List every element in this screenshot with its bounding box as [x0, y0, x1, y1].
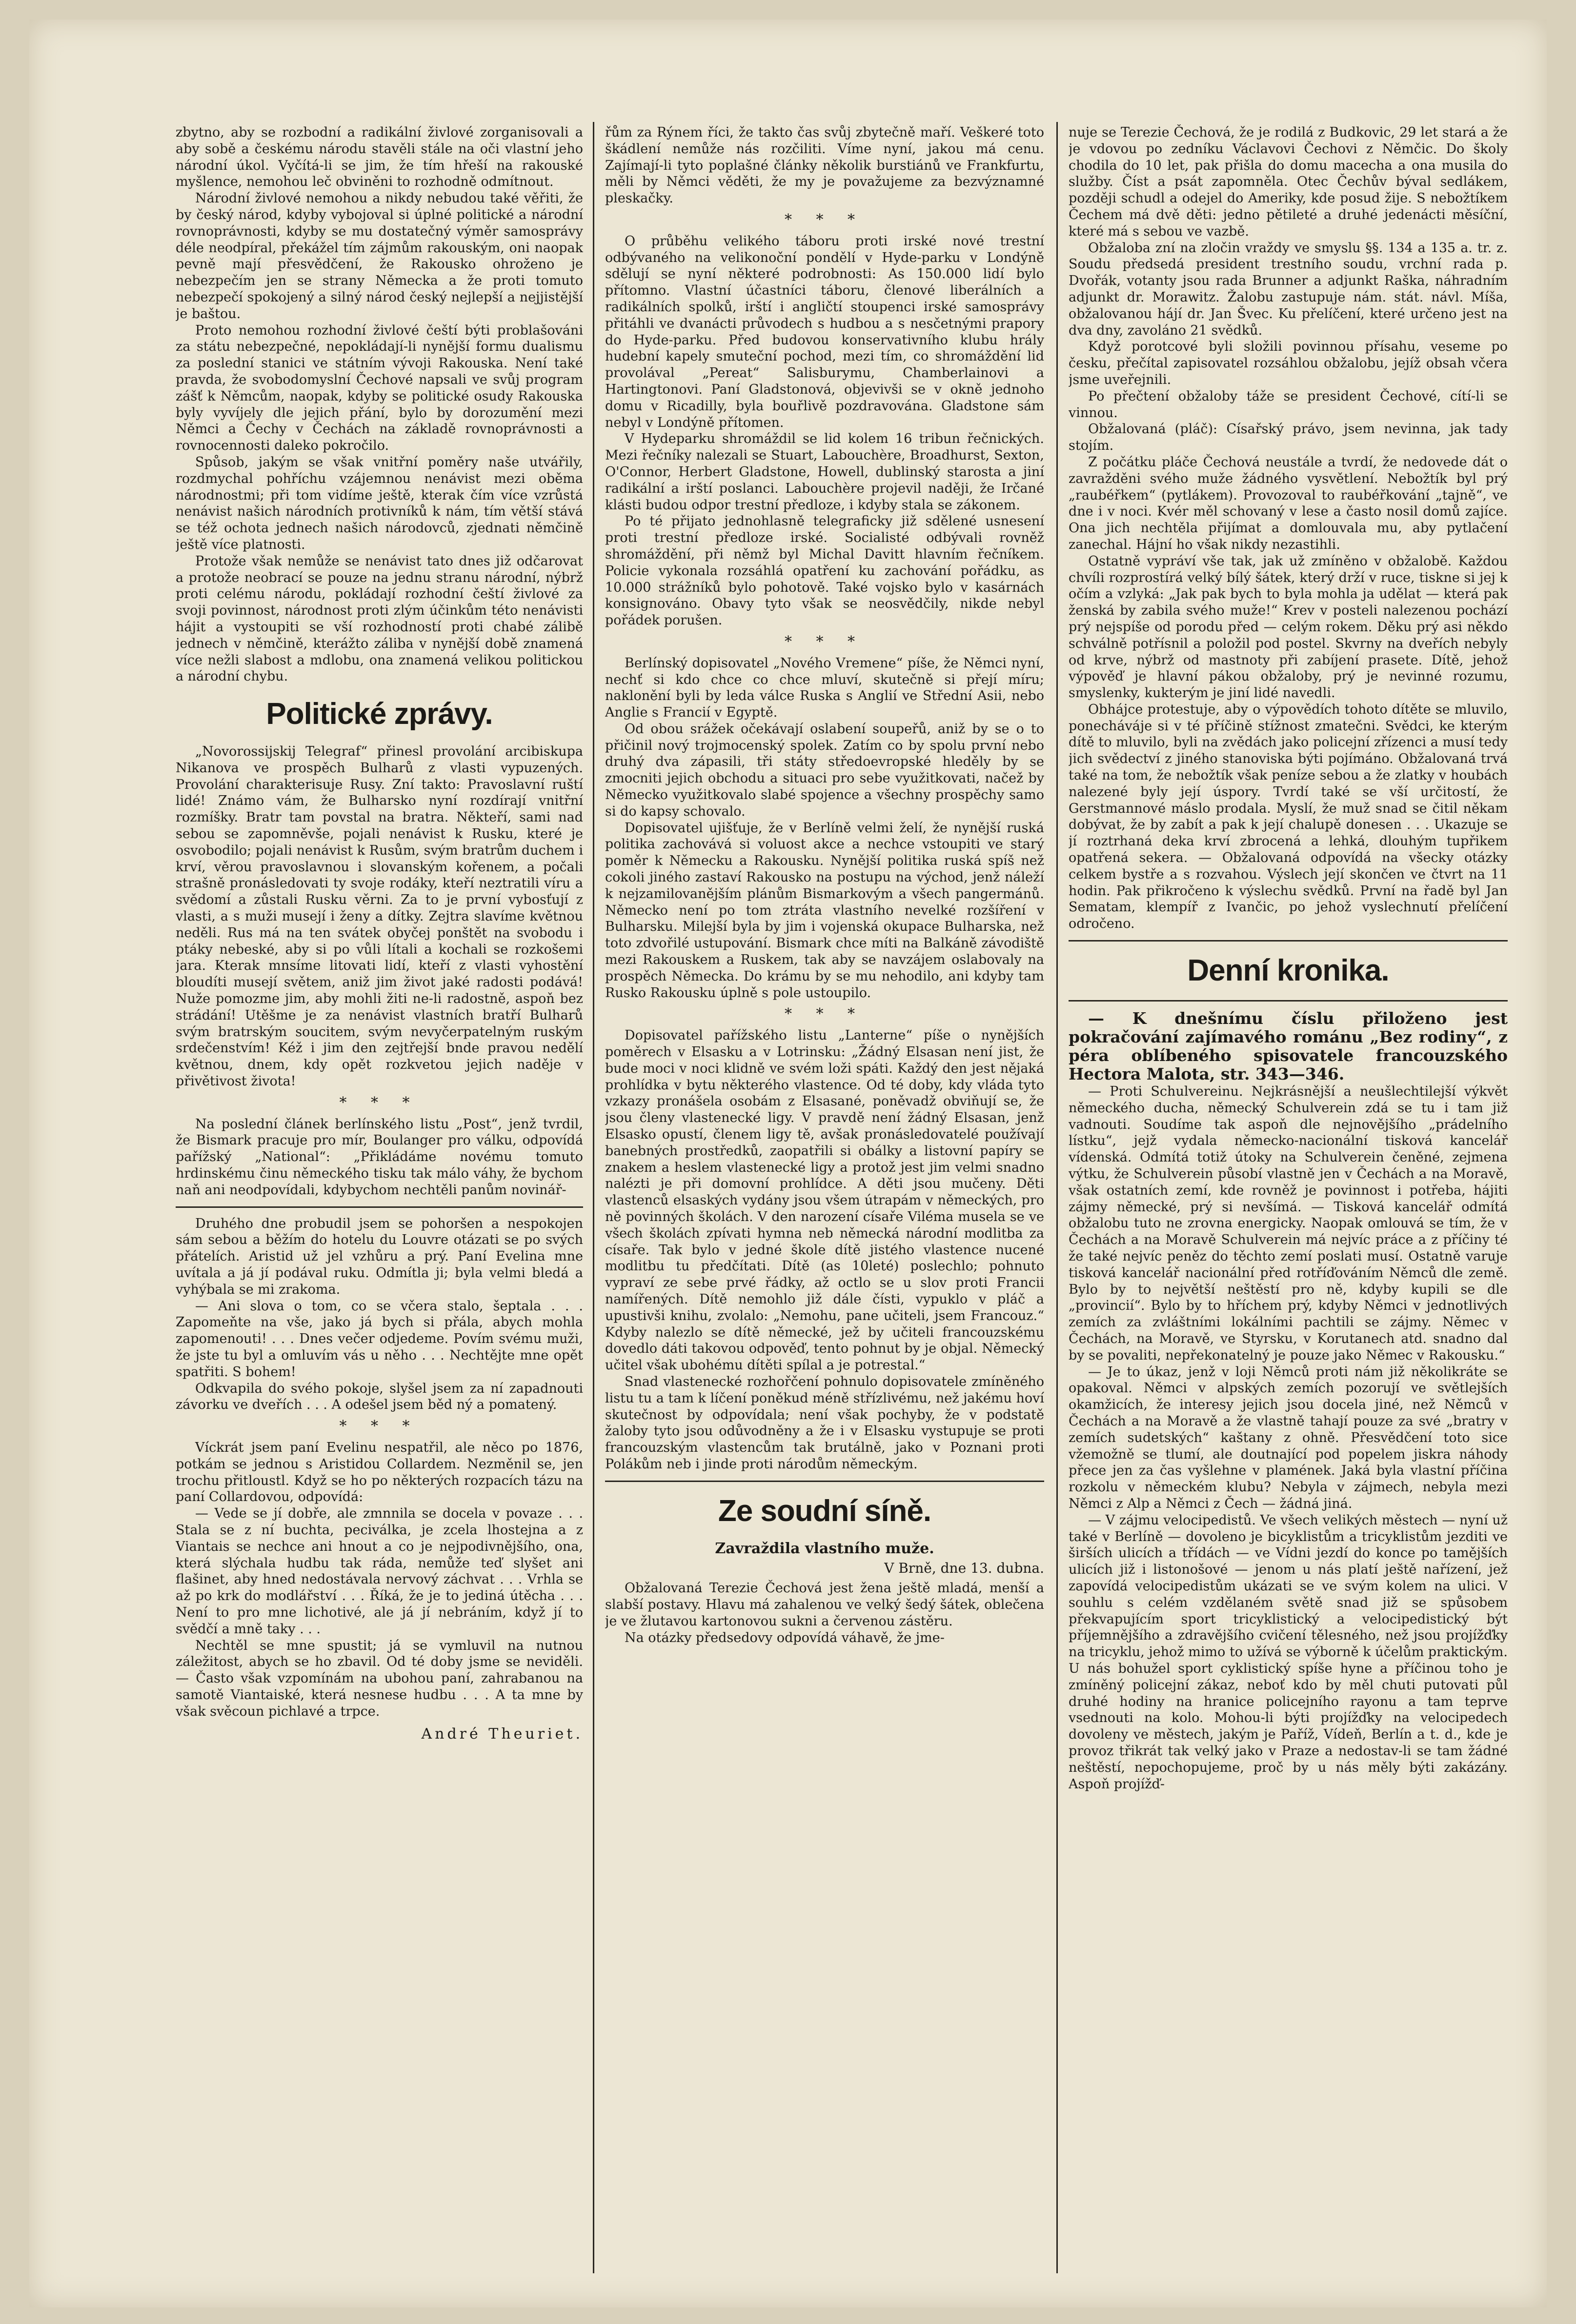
- court-paragraph: Na otázky předsedovy odpovídá váhavě, že jme-: [625, 1630, 945, 1645]
- separator-stars: * * *: [784, 1005, 865, 1023]
- feuilleton-paragraph: — Vede se jí dobře, ale zmnnila se docela v povaze . . . Stala se z ní buchta, peciválka, je zcela lhostejna a z Viantais se nechce ani hnout a co je nejpodivnějšího, ona, která slýchala hudbu tak ráda, nemůže teď slyšet ani flašinet, aby hned nedostávala nervový záchvat . . . Vrhla se až po krk do modlářství . . . Říká, že je to jediná útěcha . . . Není to pro mne lichotivé, ale já jí nebráním, když jí to svědčí a mně taky . . .: [176, 1506, 583, 1637]
- court-paragraph: Obžalovaná (pláč): Císařský právo, jsem nevinna, jak tady stojím.: [1069, 421, 1508, 454]
- chronicle-lead: — K dnešnímu číslu přiloženo jest pokračování zajímavého románu „Bez rodiny“, z péra oblíbeného spisovatele francouzského Hectora Malota, str. 343—346.: [1069, 1009, 1508, 1084]
- separator-stars: * * *: [339, 1094, 420, 1111]
- column-3: [1069, 124, 1508, 2271]
- dateline: V Brně, dne 13. dubna.: [884, 1560, 1044, 1576]
- news-paragraph: Berlínský dopisovatel „Nového Vremene“ píše, že Němci nyní, nechť si kdo chce co chce mluví, skutečně si přejí míru; naklonění byli by leda válce Ruska s Anglií ve Střední Asii, nebo Anglie s Francií v Egyptě.: [605, 655, 1044, 721]
- news-paragraph: Dopisovatel ujišťuje, že v Berlíně velmi želí, že nynější ruská politika zachovává si voluost akce a nechce vstoupiti ve starý poměr k Německu a Rakousku. Nynější politika ruská spíš než cokoli jiného zastaví Rakousko na postupu na východ, jenž náleží k nejzamilovanějším plánům Bismarkovým a všech pangermánů. Německo není po tom ztráta vlastního nevelké rozšíření v Bulharsku. Milejší byla by jim i vojenská okupace Bulharska, než toto zdvořilé ustupování. Bismark chce míti na Balkáně závodiště mezi Rakouskem a Ruskem, tak aby se navzájem oslabovaly na prospěch Německa. Do krámu by se mu nehodilo, ani kdyby tam Rusko Rakousku úplně s pole ustoupilo.: [605, 820, 1044, 1001]
- court-paragraph: Ostatně vypráví vše tak, jak už zmíněno v obžalobě. Každou chvíli rozprostírá velký bílý šátek, který drží v ruce, tiskne si jej k očím a vzlyká: „Jak pak bych to byla mohla ja udělat — která pak ženská by zabila svého muže!“ Krev v posteli nalezenou pochází prý nejspíše od porodu před — celým rokem. Děku prý asi někdo schválně potřísnil a položil pod postel. Skvrny na dveřích nebyly od krve, nýbrž od mastnoty při zabíjení prasete. Dítě, jehož výpověď je hlavní pákou obžaloby, prý je nevinné rozumu, smyslenky, kukterým je jiní lidé navedli.: [1069, 553, 1508, 701]
- news-paragraph: Po té přijato jednohlasně telegraficky již sdělené usnesení proti trestní předloze irské. Socialisté odbývali rovněž shromáždění, při němž byl Michal Davitt hlavním řečníkem. Policie vykonala rozsáhlá opatření ku zachování pořádku, as 10.000 strážníků bylo pohotově. Také vojsko bylo v kasárnách konsignováno. Obavy tyto však se neosvědčily, nikde nebyl pořádek porušen.: [605, 514, 1044, 628]
- column-1: [176, 124, 583, 2271]
- section-divider: [1069, 940, 1508, 942]
- separator-stars: * * *: [784, 211, 865, 228]
- article-paragraph: zbytno, aby se rozbodní a radikální živlové zorganisovali a aby sobě a českému národu stavěli stále na oči vlastní jeho národní úkol. Vyčítá-li se jim, že tím hřeší na rakouské myšlence, nemohou leč obviněni to rozhodně odmítnout.: [176, 125, 583, 190]
- court-paragraph: Z počátku pláče Čechová neustále a tvrdí, že nedovede dát o zavražděni svého muže žádného vysvětlení. Nebožtík byl prý „raubéřkem“ (pytlákem). Provozoval to raubéřkování „tajně“, ve dne i v noci. Kvér měl schovaný v lese a často nosil domů zajíce. Ona jich nechtěla přijímat a domlouvala mu, aby pytlačení zanechal. Hájní ho však nikdy nezastihli.: [1069, 454, 1508, 552]
- chronicle-paragraph: — Je to úkaz, jenž v loji Němců proti nám již několikráte se opakoval. Němci v alpských zemích pozorují ve světlejších okamžicích, že interesy jejich jsou docela jiné, než Němců v Čechách a na Moravě a že vlastně tahají pouze za své „bratry v zemích sudetských“ kaštany z ohně. Přesvědčení toto sice vžemožně se tlumí, ale doutnající pod popelem jiskra náhody přece jen za čas vyšlehne v plamének. Jaká byla vlastní příčina rozkolu v německém klubu? Nebyla v zájmech, nebyla mezi Němci z Alp a Němci z Čech — žádná jiná.: [1069, 1364, 1508, 1511]
- chronicle-paragraph: — Proti Schulvereinu. Nejkrásnější a neušlechtilejší výkvět německého ducha, německý Schulverein zdá se tu i tam již vadnouti. Soudíme tak aspoň dle nejnovějšího „prádelního lístku“, jejž vydala německo-nacionální tisková kancelář vídenská. Odmítá totiž útoky na Schulverein čeněné, zejmena výtku, že Schulverein působí vlastně jen v Čechách a na Moravě, však ostatních zemí, kde rovněž je povinnost i potřeba, hájiti zájmy německé, prý si nevšímá. — Tisková kancelář odmítá obžalobu tuto ne zrovna energicky. Naopak omlouvá se tím, že v Čechách a na Moravě Schulverein má nejvíc práce a z příčiny té že také nejvíc peněz do těchto zemí poslati musí. Ostatně varuje tisková kancelář nacionální před rotříďováním Němců dle země. Bylo by to největší neštěstí pro ně, kdyby kupili se dle „provincií“. Bylo by to hříchem prý, kdyby Němci v jednotlivých zemích za zvláštními lokálními pachtili se zájmy. Němec v Čechách, na Moravě, ve Styrsku, v Korutanech atd. snadno dal by se povaliti, nepřekonatelný je pouze jako Němec v Rakousku.“: [1069, 1084, 1508, 1363]
- feuilleton-paragraph: Víckrát jsem paní Evelinu nespatřil, ale něco po 1876, potkám se jednou s Aristidou Collardem. Nezměnil se, jen trochu přitloustl. Když se ho po některých rozpacích tázu na paní Collardovou, odpovídá:: [176, 1440, 583, 1505]
- news-paragraph: řům za Rýnem říci, že takto čas svůj zbytečně maří. Veškeré toto škádlení nemůže nás rozčiliti. Víme nyní, jakou má cenu. Zajímají-li tyto poplašné články několik burstiánů ve Frankfurtu, měli by Němci věděti, že my je považujeme za bezvýznamné pleskačky.: [605, 125, 1044, 206]
- article-paragraph: Národní živlové nemohou a nikdy nebudou také věřiti, že by český národ, kdyby vybojoval si úplné politické a národní rovnoprávnosti, kdyby se mu dostatečný výměr samosprávy déle neodpíral, překážel tím zájmům rakouským, oni naopak pevně mají přesvědčení, že Rakousko ohroženo je nebezpečím jen se strany Německa a že proti tomuto nebezpečí spokojený a silný národ český nejlepší a nejjistější je baštou.: [176, 191, 583, 321]
- feuilleton-paragraph: Odkvapila do svého pokoje, slyšel jsem za ní zapadnouti závorku ve dveřích . . . A odešel jsem běd ný a pomatený.: [176, 1381, 583, 1413]
- news-paragraph: Snad vlastenecké rozhořčení pohnulo dopisovatele zmíněného listu tu a tam k líčení poněkud méně střízlivému, než jakému hoví skutečnost by odpovídala; není však pochyby, že v podstatě žaloby tyto jsou odůvodněny a že i v Elsasku vystupuje se proti francouzským vlastencům tak brutálně, jako v Poznani proti Polákům neb i jinde proti národům německým.: [605, 1374, 1044, 1472]
- news-paragraph: Na poslední článek berlínského listu „Post“, jenž tvrdil, že Bismark pracuje pro mír, Boulanger pro válku, odpovídá pařížský „National“: „Přikládáme novému tomuto hrdinskému činu německého tisku tak málo váhy, že bychom naň ani neodpovídali, kdybychom nechtěli panům novinář-: [176, 1116, 583, 1198]
- column-2: [605, 124, 1044, 2271]
- separator-stars: * * *: [784, 633, 865, 650]
- news-paragraph: V Hydeparku shromáždil se lid kolem 16 tribun řečnických. Mezi řečníky nalezali se Stuart, Labouchère, Broadhurst, Sexton, O'Connor, Herbert Gladstone, Howell, dublinský starosta a jiní radikální a irští poslanci. Labouchère projevil naději, že Irčané klásti budou odpor trestní předloze, i kdyby stala se zákonem.: [605, 431, 1044, 513]
- column-rule-2: [1056, 122, 1058, 2273]
- feuilleton-paragraph: Druhého dne probudil jsem se pohoršen a nespokojen sám sebou a běžím do hotelu du Louvre otázati se po svých přátelích. Aristid už jel vzhůru a prý. Paní Evelina mne uvítala a já jí podával ruku. Odmítla ji; byla velmi bledá a vyhýbala se mi zrakoma.: [176, 1216, 583, 1297]
- article-paragraph: Spůsob, jakým se však vnitřní poměry naše utvářily, rozdmychal pohříchu vzájemnou nenávist mezi oběma národnostmi; při tom vidíme ještě, kterak čím více vzrůstá nenávist našich národních protivníků k nám, tím větší stává se též ochota jednech našich národovců, zjednati němčině ještě více platnosti.: [176, 454, 583, 552]
- section-divider: [1069, 1000, 1508, 1002]
- court-paragraph: Obhájce protestuje, aby o výpovědích tohoto dítěte se mluvilo, ponecháváje si v té příčině stížnost zmatečni. Svědci, ke kterým dítě to mluvilo, byli na zvědách jako policejní zřízenci a musí tedy jich svědectví z jiného stanoviska býti pojímáno. Obžalovaná trvá také na tom, že nebožtík však peníze sebou a že zlatky v houbách nalezené byly její úspory. Tvrdí také se vší určitostí, že Gerstmannové máslo prodala. Myslí, že muž snad se čitil někam dobývat, že by zabít a pak k její chalupě donesen . . . Ukazuje se jí roztrhaná deka krví zbrocená a lehká, dlouhým tupřikem opatřená sekera. — Obžalovaná odpovídá na všecky otázky celkem bystře a s rozvahou. Výslech její skončen ve čtvrt na 11 hodin. Pak přikročeno k výslechu svědků. První na řadě byl Jan Sematam, klempíř z Ivančic, po jehož vyslechnutí přelíčení odročeno.: [1069, 701, 1508, 932]
- court-paragraph: Obžaloba zní na zločin vraždy ve smyslu §§. 134 a 135 a. tr. z. Soudu předsedá president trestního soudu, vrchní rada p. Dvořák, votanty jsou rada Brunner a adjunkt Raška, náhradním adjunkt dr. Morawitz. Žalobu zastupuje nám. stát. návl. Míša, obžalovanou hájí dr. Jan Švec. Ku přelíčení, které určeno jest na dva dny, zavoláno 21 svědků.: [1069, 240, 1508, 338]
- court-paragraph: nuje se Terezie Čechová, že je rodilá z Budkovic, 29 let stará a že je vdovou po zedníku Václavovi Čechovi z Němčic. Do školy chodila do 10 let, pak přišla do domu macecha a ona musila do služby. Číst a psát zapomněla. Otec Čechův býval sedlákem, později schudl a odejel do Ameriky, kde posud žije. S nebožtíkem Čechem má dvě děti: jedno pětileté a druhé jedenácti měsíční, které má s sebou ve vazbě.: [1069, 125, 1508, 239]
- court-paragraph: Když porotcové byli složili povinnou přísahu, veseme po česku, přečítal zapisovatel rozsáhlou obžalobu, jejíž obsah včera jsme uveřejnili.: [1069, 339, 1508, 387]
- court-paragraph: Obžalovaná Terezie Čechová jest žena ještě mladá, menší a slabší postavy. Hlavu má zahalenou ve velký šedý šátek, oblečena je ve žlutavou kartonovou sukni a červenou zástěru.: [605, 1581, 1044, 1629]
- section-title-soudni: Ze soudní síně.: [718, 1494, 931, 1528]
- court-paragraph: Po přečtení obžaloby táže se president Čechové, cítí-li se vinnou.: [1069, 388, 1508, 421]
- section-title-kronika: Denní kronika.: [1187, 954, 1389, 988]
- news-paragraph: Dopisovatel pařížského listu „Lanterne“ píše o nynějších poměrech v Elsasku a v Lotrinsku: „Žádný Elsasan není jist, že bude moci v noci klidně ve svém loži spáti. Každý den jest nějaká prohlídka v bytu některého vlastence. Od té doby, kdy vláda tyto vzkazy pronášela osobám z Elsasané, poněvadž obviňují se, že jsou členy vlastenecké ligy. V pravdě není žádný Elsasan, jenž Elsasko opustí, členem ligy tě, avšak pronásledovatelé používají banebných prostředků, zaopatřili si obálky a listovní papíry se znakem a heslem vlastenecké ligy a protož jest jim velmi snadno nalézti je při domovní prohlídce. A děti jsou mučeny. Děti vlastenců elsaských vydány jsou všem útrapám v německých, pro ně povinných školách. V den narození císaře Viléma musela se ve všech školách zpívati hymna neb německá národní modlitba za císaře. Tak bylo v jedné škole dítě jistého vlastence nucené modlitbu tu předčítati. Dítě (as 10leté) poslechlo; pohnuto vypraví ze sebe prvé řádky, až octlo se u slov proti Francii namířených. Dítě nemohlo již dále čísti, vypuklo v pláč a upustivši knihu, zvolalo: „Nemohu, pane učiteli, jsem Francouz.“ Kdyby nalezlo se dítě německé, jež by učiteli francouzskému dovedlo dáti takovou odpověď, tento pohnut by je objal. Německý učitel však ubohému dítěti spílal a je potrestal.“: [605, 1028, 1044, 1373]
- article-paragraph: Proto nemohou rozhodní živlové čeští býti problašováni za státu nebezpečné, nepokládají-li nynější formu dualismu za poslední stanici ve státním vývoji Rakouska. Není také pravda, že svobodomyslní Čechové napsali ve svůj program zášť k Němcům, naopak, kdyby se politické osudy Rakouska byly vyvíjely dle jejich přání, bylo by dorozumění mezi Němci a Čechy v Čechách na základě rovnoprávnosti a rovnocennosti daleko pokročilo.: [176, 322, 583, 454]
- newspaper-page: [29, 20, 1547, 2307]
- section-title-politicke: Politické zprávy.: [266, 697, 493, 731]
- section-divider: [605, 1481, 1044, 1482]
- news-paragraph: „Novorossijskij Telegraf“ přinesl provolání arcibiskupa Nikanova ve prospěch Bulharů z vlasti vypuzených. Provolání charakterisuje Rusy. Zní takto: Pravoslavní ruští lidé! Známo vám, že Bulharsko nyní rozdírají vnitřní rozmíšky. Bratr tam povstal na bratra. Někteří, sami nad sebou se zapomněvše, pojali nenávist k Rusku, které je osvobodilo; pojali nenávist k Rusům, svým bratrům duchem i krví, věrou pravoslavnou i slovanským kořenem, a počali strašně pronásledovati ty svoje rodáky, kteří neztratili víru a svědomí a zůstali Rusku věrni. Za to je první vybosťují z vlasti, a s muži musejí i ženy a dítky. Zejtra slavíme květnou neděli. Rus má na ten svátek obyčej ponštět na svobodu i ptáky nebeské, aby si po vůli lítali a kochali se rozkošemi jara. Kterak mnsíme litovati lidí, kteří z vlasti vyhostění bloudíti musejí světem, aniž jim život jaké radosti podává! Nuže pomozme jim, aby mohli žiti ne-li radostně, aspoň bez strádání! Utěšme je za nenávist vlastních bratří Bulharů svým bratrským soucitem, svým nevyčerpatelným ruským srdečenstvím! Kéž i jim den zejtřejší bnde pravou nedělí květnou, dnem, kdy opět rozkvetou jejich naděje v přivětivost života!: [176, 744, 583, 1089]
- feuilleton-divider: [176, 1206, 583, 1208]
- feuilleton-paragraph: Nechtěl se mne spustit; já se vymluvil na nutnou záležitost, abych se ho zbavil. Od té doby jsme se neviděli. — Často však vzpomínám na ubohou paní, zahrabanou na samotě Viantaiské, která nesnese hudbu . . . A ta mne by však svěcoun pichlavé a trpce.: [176, 1638, 583, 1719]
- court-subtitle: Zavraždila vlastního muže.: [715, 1540, 934, 1557]
- news-paragraph: Od obou srážek očekávají oslabení soupeřů, aniž by se o to přičinil nový trojmocenský spolek. Zatím co by spolu první nebo druhý dva zápasili, tři státy středoevropské hleděly by se zmocniti jejich obchodu a situaci pro sebe využitkovati, načež by Německo využitkovalo slabé spojence a všechny prospěchy samo si do kapsy schovalo.: [605, 721, 1044, 819]
- chronicle-paragraph: — V zájmu velocipedistů. Ve všech velikých městech — nyní už také v Berlíně — dovoleno je bicyklistům a tricyklistům jezditi ve širších ulicích a třídách — ve Vídni jezdí do konce po tamějších ulicích již i listonošové — jenom u nás platí ještě nařízení, jež zapovídá velocipedistům ukázati se ve svým kolem na ulici. V souhlu s celém vzdělaném světě snad již se spůsobem překvapujícím sport tricyklistický a velocipedistický být příjemnějšího a zdravějšího cvičení tělesného, než jsou projížďky na tricyklu, jehož mimo to užívá se výborně k účelům praktickým. U nás bohužel sport cyklistický spíše hyne a příčinou toho je zmíněný policejní zákaz, neboť kdo by měl chuti putovati půl druhé hodiny na hranice policejního rayonu a tam teprve vsednouti na kolo. Mohou-li býti projížďky na velocipedech dovoleny ve městech, jakým je Paříž, Vídeň, Berlín a t. d., kde je provoz třikrát tak velký jako v Praze a nedostav-li se tam žádné neštěstí, nepochopujeme, proč by u nás měly býti zakázány. Aspoň projížď-: [1069, 1512, 1508, 1792]
- column-rule-1: [593, 122, 594, 2273]
- feuilleton-paragraph: — Ani slova o tom, co se včera stalo, šeptala . . . Zapomeňte na vše, jako já bych si přála, abych mohla zapomenouti! . . . Dnes večer odjedeme. Povím svému muži, že jste tu byl a omluvím vás u něho . . . Nechtějte mne opět spatřiti. S bohem!: [176, 1298, 583, 1380]
- author-signature: André Theuriet.: [421, 1725, 583, 1743]
- article-paragraph: Protože však nemůže se nenávist tato dnes již odčarovat a protože neobrací se pouze na jednu stranu národní, nýbrž proti celému národu, pokládají rozhodní čeští živlové za svoji povinnost, národnost proti zlým účinkům této nenávisti hájit a vystoupiti se vší rozhodností proti chabé zálibě jednech v němčině, kterážto záliba v nynější době znamená více nežli slabost a mdlobu, ona znamená velikou politickou a národní chybu.: [176, 553, 583, 684]
- news-paragraph: O průběhu velikého táboru proti irské nové trestní odbývaného na velikonoční pondělí v Hyde-parku v Londýně sdělují se nyní některé podrobnosti: As 150.000 lidí bylo přítomno. Vlastní účastníci táboru, členové liberálních a radikálních spolků, irští i angličtí stoupenci irské samosprávy přitáhli ve dvanácti průvodech s hudbou a s nesčetnými prapory do Hyde-parku. Před budovou konservativního klubu hrály hudební kapely smuteční pochod, mezi tím, co shromáždění lid provolával „Pereat“ Salisburymu, Chamberlainovi a Hartingtonovi. Paní Gladstonová, objevivši se v okně jednoho domu v Ricadilly, byla bouřlivě pozdravována. Gladstone sám nebyl v Londýně přítomen.: [605, 233, 1044, 430]
- separator-stars: * * *: [339, 1418, 420, 1435]
